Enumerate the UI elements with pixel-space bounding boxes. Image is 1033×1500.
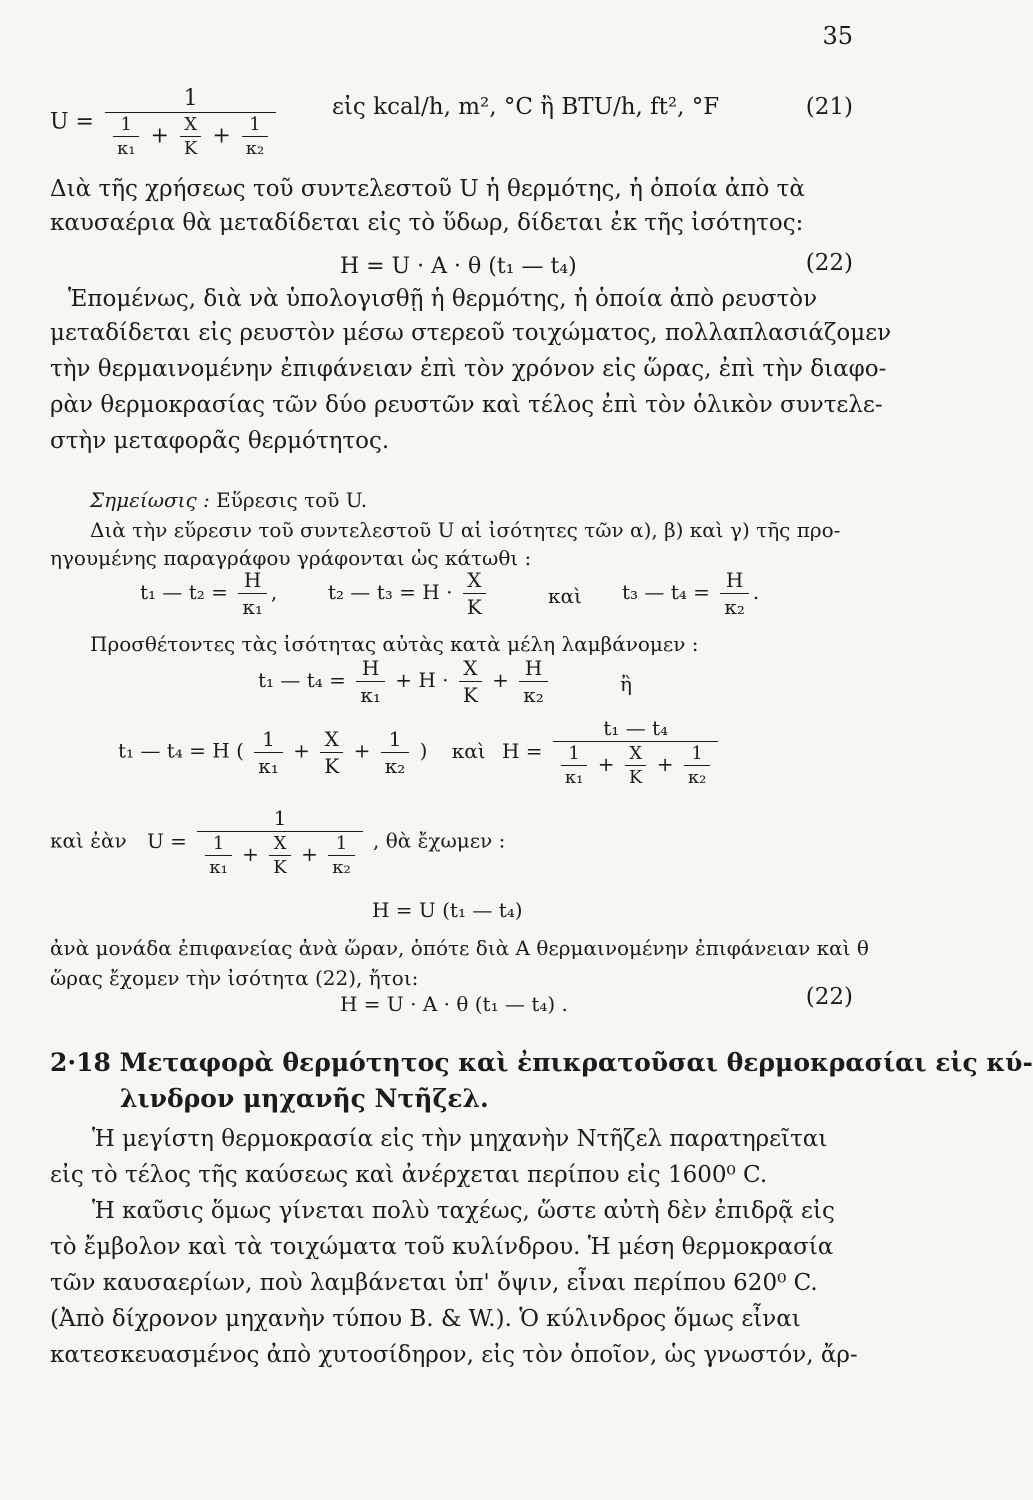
eq21-d3-den: κ₂ [242, 136, 268, 159]
f-frac-3 [381, 727, 410, 778]
note-u-def [50, 806, 505, 878]
f-H: H = [502, 738, 543, 763]
note-title-rest: Εὕρεσις τοῦ U. [216, 488, 368, 512]
eq21-numerator: 1 [183, 86, 198, 111]
note-sum [258, 656, 552, 707]
note-line2: ηγουμένης παραγράφου γράφονται ὡς κάτωθι : [50, 546, 532, 570]
section-heading-line1: 2·18 Μεταφορὰ θερμότητος καὶ ἐπικρατοῦσαι θερμοκρασίαι εἰς κύ- [50, 1048, 1033, 1077]
eq-b-lhs: t₂ — t₃ = H · [328, 580, 453, 604]
eq21-d1 [113, 114, 139, 159]
eq-a-lhs: t₁ — t₂ = [140, 580, 228, 604]
f-plus-2: + [353, 738, 371, 763]
f-big-num: t₁ — t₄ [603, 716, 669, 740]
eq21-d1-num: 1 [120, 114, 132, 135]
note-eq-c [622, 568, 759, 619]
note-line5: ὥρας ἔχομεν τὴν ἰσότητα (22), ἤτοι: [50, 966, 419, 990]
eq21-label: (21) [805, 94, 853, 120]
f-d1: κ₁ [254, 752, 283, 778]
para2-line4: ρὰν θερμοκρασίας τῶν δύο ρευστῶν καὶ τέλος ἐπὶ τὸν ὁλικὸν συντελε- [50, 392, 883, 418]
note-eq-b [328, 568, 490, 619]
f-big-plus-1: + [597, 752, 615, 776]
sum-n1: H [361, 656, 380, 680]
eq-c-period: . [752, 580, 760, 604]
section-line6: (Ἀπὸ δίχρονον μηχανὴν τύπου B. & W.). Ὁ κύλινδρος ὅμως εἶναι [50, 1306, 801, 1332]
sum-d1: κ₁ [356, 681, 385, 707]
section-line5: τῶν καυσαερίων, ποὺ λαμβάνεται ὑπ' ὄψιν, εἶναι περίπου 620⁰ C. [50, 1270, 818, 1296]
f-big-d3-den: κ₂ [684, 765, 710, 788]
eq-b-frac [463, 568, 486, 619]
f-big-d3 [684, 743, 710, 788]
eq21-lhs: U = [50, 109, 94, 135]
f-big-plus-2: + [656, 752, 674, 776]
u-d2-den: K [269, 855, 290, 878]
note-hu: H = U (t₁ — t₄) [372, 898, 523, 922]
eq21-d2-num: X [184, 114, 198, 135]
equation-22-repeat: H = U · A · θ (t₁ — t₄) . [340, 992, 568, 1016]
eq21-denominator [105, 112, 276, 159]
eq-a-frac [238, 568, 267, 619]
equation-22: H = U · A · θ (t₁ — t₄) [340, 254, 577, 279]
eq21-d3-num: 1 [249, 114, 261, 135]
para2-line1: Ἑπομένως, διὰ νὰ ὑπολογισθῇ ἡ θερμότης, ἡ ὁποία ἀπὸ ρευστὸν [68, 286, 818, 312]
f-d2: K [320, 752, 343, 778]
eq22-repeat-label: (22) [805, 984, 853, 1010]
f-big-d2 [625, 743, 646, 788]
f-big-frac [553, 716, 718, 788]
note-title: Σημείωσις : [90, 488, 210, 512]
eq21-d2 [180, 114, 201, 159]
para2-line5: στὴν μεταφορᾶς θερμότητος. [50, 428, 390, 454]
u-d2 [269, 833, 290, 878]
note-kai-1: καὶ [548, 584, 582, 608]
f-n3: 1 [388, 726, 402, 751]
u-after: , θὰ ἔχωμεν : [373, 828, 506, 853]
eq-a-comma: , [270, 580, 278, 604]
section-heading-line2: λινδρον μηχανῆς Ντῆζελ. [120, 1084, 489, 1113]
sum-d2: K [459, 681, 482, 707]
sum-d3: κ₂ [519, 681, 548, 707]
f-big-d1-num: 1 [568, 743, 580, 764]
f-big-d2-num: X [629, 743, 643, 764]
note-or: ἢ [620, 672, 632, 696]
sum-frac-3 [519, 656, 548, 707]
f-n2: X [324, 726, 339, 751]
u-d1 [205, 833, 231, 878]
f-big-d1 [561, 743, 587, 788]
f-plus-1: + [293, 738, 310, 763]
eq-c-lhs: t₃ — t₄ = [622, 580, 710, 604]
sum-lhs: t₁ — t₄ = [258, 668, 346, 692]
eq-a-num: H [243, 568, 262, 592]
page-number: 35 [822, 22, 853, 50]
u-plus-1: + [242, 842, 259, 866]
para1-line2: καυσαέρια θὰ μεταδίδεται εἰς τὸ ὕδωρ, δίδεται ἐκ τῆς ἰσότητος: [50, 210, 804, 236]
u-d3 [328, 833, 354, 878]
u-lhs: U = [146, 828, 187, 853]
sum-n3: H [524, 656, 543, 680]
equation-21 [50, 86, 280, 159]
section-line3: Ἡ καῦσις ὅμως γίνεται πολὺ ταχέως, ὥστε αὐτὴ δὲν ἐπιδρᾷ εἰς [92, 1198, 835, 1224]
section-line7: κατεσκευασμένος ἀπὸ χυτοσίδηρον, εἰς τὸν ὁποῖον, ὡς γνωστόν, ἄρ- [50, 1342, 858, 1368]
eq21-units: εἰς kcal/h, m², °C ἢ BTU/h, ft², °F [332, 94, 720, 120]
eq21-plus-2: + [212, 123, 231, 149]
u-d3-num: 1 [335, 833, 348, 854]
section-line2: εἰς τὸ τέλος τῆς καύσεως καὶ ἀνέρχεται περίπου εἰς 1600⁰ C. [50, 1162, 768, 1188]
u-d1-den: κ₁ [205, 855, 231, 878]
f-frac-1 [254, 727, 283, 778]
para2-line3: τὴν θερμαινομένην ἐπιφάνειαν ἐπὶ τὸν χρόνον εἰς ὥρας, ἐπὶ τὴν διαφο- [50, 356, 887, 382]
eq-c-frac [720, 568, 749, 619]
note-line1: Διὰ τὴν εὕρεσιν τοῦ συντελεστοῦ U αἱ ἰσότητες τῶν α), β) καὶ γ) τῆς προ- [90, 518, 841, 542]
u-lead: καὶ ἐὰν [50, 828, 127, 853]
para2-line2: μεταδίδεται εἰς ρευστὸν μέσω στερεοῦ τοιχώματος, πολλαπλασιάζομεν [50, 320, 892, 346]
u-d1-num: 1 [212, 833, 225, 854]
f-close: ) [419, 738, 428, 763]
eq-b-den: K [463, 593, 486, 619]
f-lhs: t₁ — t₄ = H ( [118, 738, 244, 763]
u-den [197, 831, 362, 878]
f-frac-2 [320, 727, 343, 778]
sum-plus: + [492, 668, 509, 692]
note-line4: ἀνὰ μονάδα ἐπιφανείας ἀνὰ ὥραν, ὁπότε διὰ A θερμαινομένην ἐπιφάνειαν καὶ θ [50, 936, 869, 960]
u-d2-num: X [273, 833, 287, 854]
eq-c-num: H [725, 568, 744, 592]
sum-frac-1 [356, 656, 385, 707]
f-big-d3-num: 1 [691, 743, 703, 764]
u-frac [197, 806, 362, 878]
eq21-d1-den: κ₁ [113, 136, 139, 159]
eq22-label: (22) [805, 250, 853, 276]
note-factored [118, 716, 722, 788]
u-d3-den: κ₂ [328, 855, 354, 878]
sum-mid: + H · [395, 668, 449, 692]
f-big-d1-den: κ₁ [561, 765, 587, 788]
note-heading [90, 488, 367, 512]
eq21-fraction [105, 86, 276, 159]
para1-line1: Διὰ τῆς χρήσεως τοῦ συντελεστοῦ U ἡ θερμότης, ἡ ὁποία ἀπὸ τὰ [50, 176, 805, 202]
f-kai: καὶ [451, 738, 486, 763]
f-big-den [553, 741, 718, 788]
note-line3: Προσθέτοντες τὰς ἰσότητας αὐτὰς κατὰ μέλη λαμβάνομεν : [90, 632, 699, 656]
note-eq-a [140, 568, 277, 619]
eq21-plus-1: + [150, 123, 169, 149]
eq-b-num: X [467, 568, 482, 592]
section-line4: τὸ ἔμβολον καὶ τὰ τοιχώματα τοῦ κυλίνδρου. Ἡ μέση θερμοκρασία [50, 1234, 834, 1260]
eq21-d3 [242, 114, 268, 159]
sum-n2: X [463, 656, 478, 680]
f-n1: 1 [262, 726, 275, 751]
f-big-d2-den: K [625, 765, 646, 788]
u-num: 1 [273, 806, 287, 830]
eq-c-den: κ₂ [720, 593, 749, 619]
section-line1: Ἡ μεγίστη θερμοκρασία εἰς τὴν μηχανὴν Ντῆζελ παρατηρεῖται [92, 1126, 828, 1152]
f-d3: κ₂ [381, 752, 410, 778]
u-plus-2: + [301, 842, 318, 866]
eq21-d2-den: K [180, 136, 201, 159]
sum-frac-2 [459, 656, 482, 707]
eq-a-den: κ₁ [238, 593, 267, 619]
